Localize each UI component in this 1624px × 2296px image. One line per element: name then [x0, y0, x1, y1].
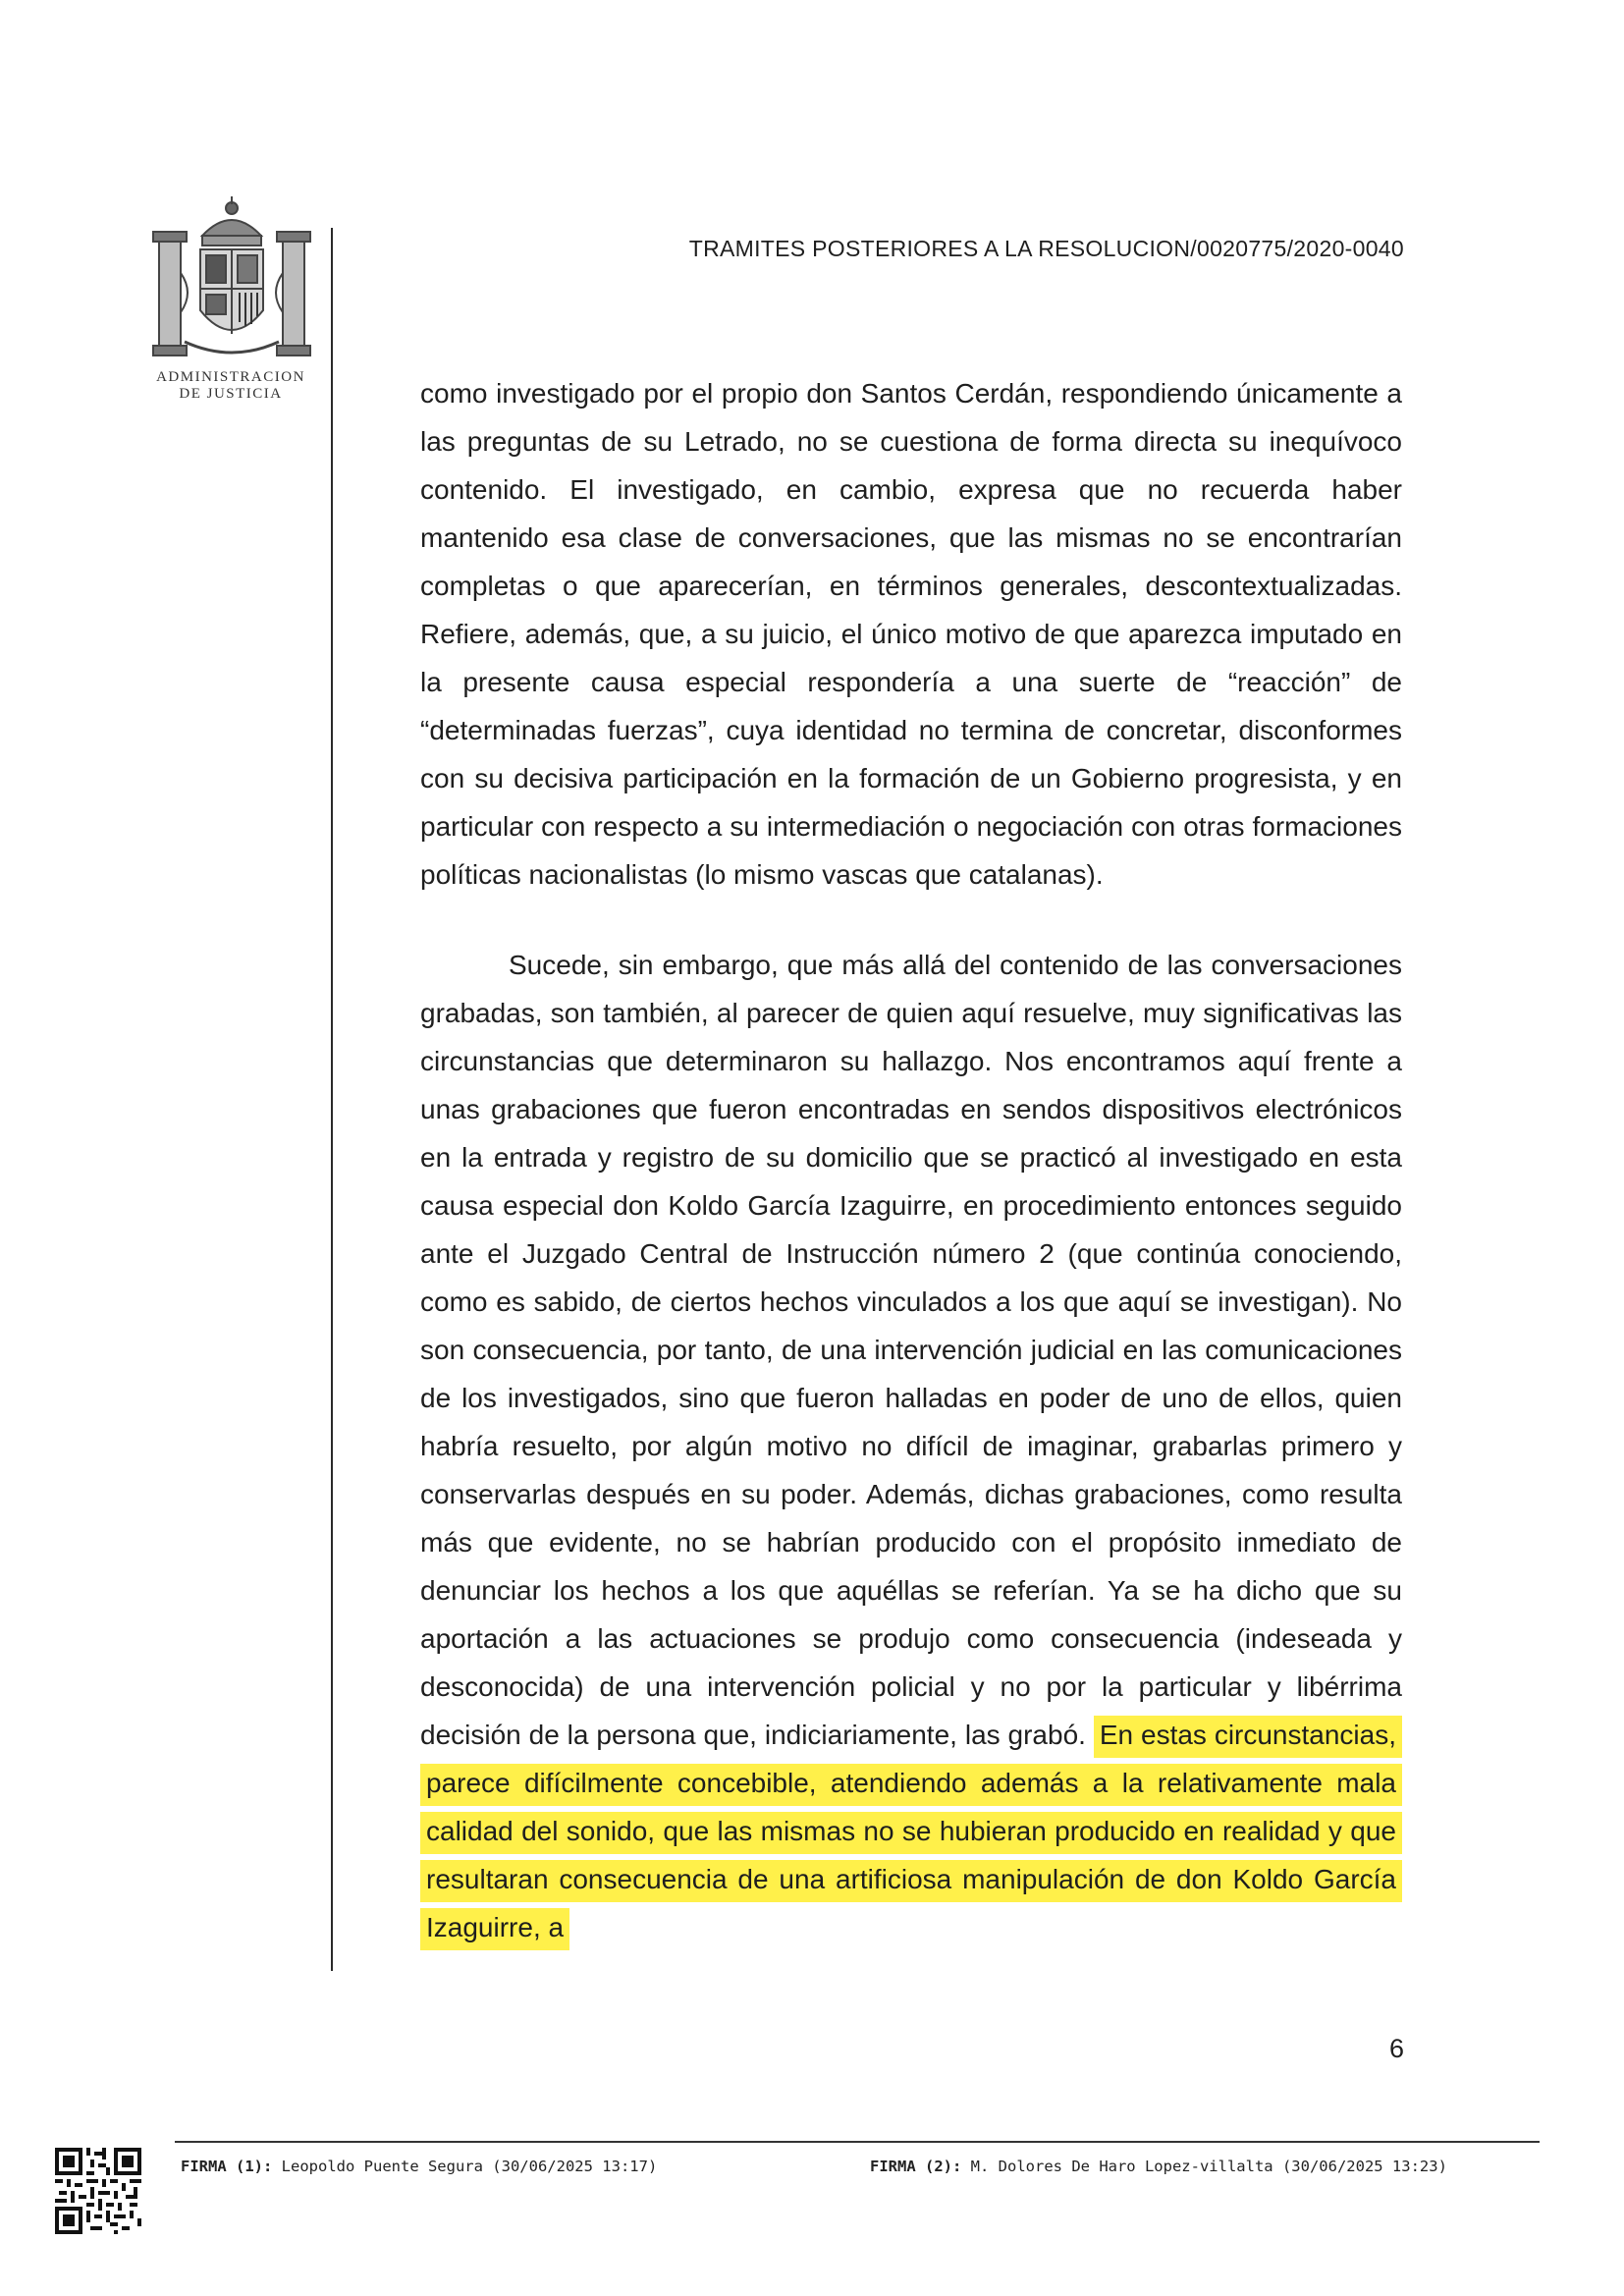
page-number: 6	[1388, 2034, 1404, 2063]
margin-rule	[331, 228, 333, 1971]
signature-1-value: Leopoldo Puente Segura (30/06/2025 13:17)	[281, 2158, 658, 2175]
signature-2-label: FIRMA (2):	[870, 2158, 962, 2175]
signature-1-label: FIRMA (1):	[181, 2158, 273, 2175]
footer-divider	[175, 2141, 1540, 2143]
institution-label	[147, 369, 314, 403]
institution-line-1: ADMINISTRACION	[156, 369, 305, 385]
paragraph-1: como investigado por el propio don Santos Cerdán, respondiendo únicamente a las preguntas de su Letrado, no se cuestiona de forma directa su inequívoco contenido. El investigado, en cambio, expresa que no recuerda haber mantenido esa clase de conversaciones, que las mismas no se encontrarían completas o que aparecerían, en términos generales, descontextualizadas. Refiere, además, que, a su juicio, el único motivo de que aparezca imputado en la presente causa especial respondería a una suerte de “reacción” de “determinadas fuerzas”, cuya identidad no termina de concretar, disconformes con su decisiva participación en la formación de un Gobierno progresista, y en particular con respecto a su intermediación o negociación con otras formaciones políticas nacionalistas (lo mismo vascas que catalanas).	[420, 378, 1402, 890]
case-reference-header: TRAMITES POSTERIORES A LA RESOLUCION/0020775/2020-0040	[688, 236, 1404, 261]
paragraph-2	[420, 941, 1402, 1951]
signature-2-value: M. Dolores De Haro Lopez-villalta (30/06/2025 13:23)	[970, 2158, 1447, 2175]
signature-2	[870, 2158, 1447, 2175]
document-body	[420, 369, 1402, 1951]
spanish-coat-of-arms-icon	[145, 194, 318, 369]
highlighted-passage: En estas circunstancias, parece difícilmente concebible, atendiendo además a la relativamente mala calidad del sonido, que las mismas no se hubieran producido en realidad y que resultaran consecuencia de una artificiosa manipulación de don Koldo García Izaguirre, a	[420, 1716, 1402, 1950]
qr-code-icon	[55, 2148, 141, 2234]
signature-1	[181, 2158, 657, 2175]
paragraph-2-text: Sucede, sin embargo, que más allá del contenido de las conversaciones grabadas, son también, al parecer de quien aquí resuelve, muy significativas las circunstancias que determinaron su hallazgo. Nos encontramos aquí frente a unas grabaciones que fueron encontradas en sendos dispositivos electrónicos en la entrada y registro de su domicilio que se practicó al investigado en esta causa especial don Koldo García Izaguirre, en procedimiento entonces seguido ante el Juzgado Central de Instrucción número 2 (que continúa conociendo, como es sabido, de ciertos hechos vinculados a los que aquí se investigan). No son consecuencia, por tanto, de una intervención judicial en las comunicaciones de los investigados, sino que fueron halladas en poder de uno de ellos, quien habría resuelto, por algún motivo no difícil de imaginar, grabarlas primero y conservarlas después en su poder. Además, dichas grabaciones, como resulta más que evidente, no se habrían producido con el propósito inmediato de denunciar los hechos a los que aquéllas se referían. Ya se ha dicho que su aportación a las actuaciones se produjo como consecuencia (indeseada y desconocida) de una intervención policial y no por la particular y libérrima decisión de la persona que, indiciariamente, las grabó.	[420, 950, 1402, 1750]
institution-line-2: DE JUSTICIA	[179, 386, 283, 402]
